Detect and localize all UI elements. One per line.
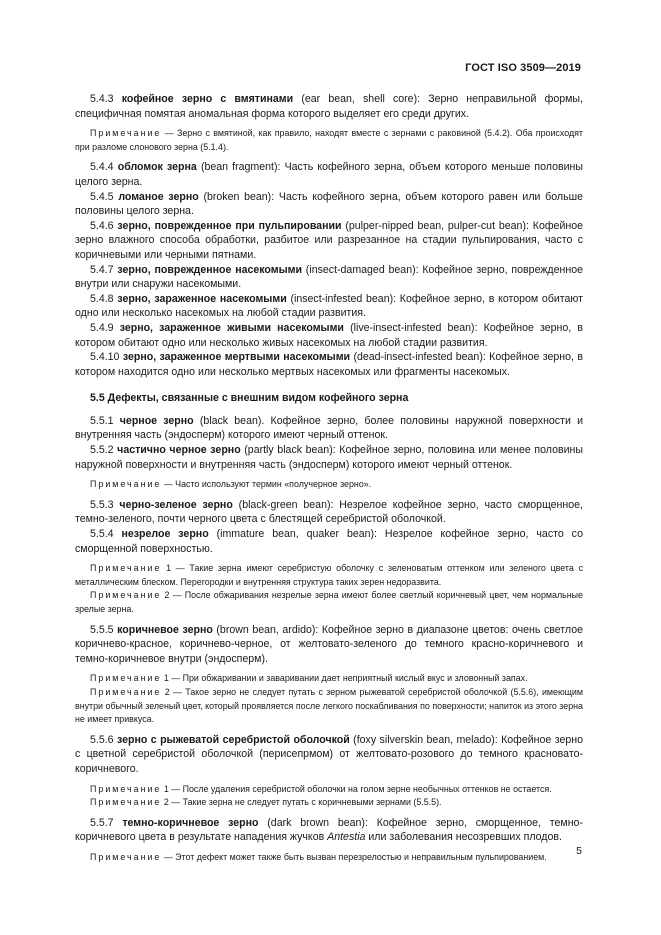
term-definition <box>75 350 583 379</box>
document-header: ГОСТ ISO 3509—2019 <box>465 62 581 74</box>
definition-text: (bean fragment): Часть кофейного зерна, объем которого меньше половины целого зерна. <box>75 161 584 188</box>
clause-number: 5.5.2 <box>90 444 114 457</box>
note-label: Примечание <box>90 686 162 697</box>
clause-number: 5.4.8 <box>90 292 114 305</box>
note-number: 2 <box>161 590 170 601</box>
clause-number: 5.5.7 <box>90 816 114 829</box>
clause-number: 5.4.9 <box>90 321 114 334</box>
term-name: зерно, зараженное живыми насекомыми <box>119 321 344 334</box>
note-label: Примечание <box>90 783 162 794</box>
note-text: — Такое зерно не следует путать с зерном рыжеватой серебристой оболочкой (5.5.6), имеющим внутри обычный зеленый цвет, который проявляется после легкого поскабливания по поверхности; напиток из этого зерна не имеет привкуса. <box>75 686 583 725</box>
term-name: черно-зеленое зерно <box>119 498 233 511</box>
clause-number: 5.4.4 <box>90 161 114 174</box>
section-heading: 5.5 Дефекты, связанные с внешним видом кофейного зерна <box>90 392 409 405</box>
definition-text: (black bean). Кофейное зерно, более половины наружной поверхности и внутренняя часть (эндосперм) которого имеют черный оттенок. <box>75 414 583 442</box>
term-definition <box>75 733 583 777</box>
definition-text: (ear bean, shell core): Зерно неправильной формы, специфичная помятая аномальная форма которого выделяет его среди других. <box>75 93 583 120</box>
clause-number: 5.4.5 <box>90 190 114 203</box>
note-number: 2 <box>161 686 170 697</box>
definition-text: (black-green bean): Незрелое кофейное зерно, часто сморщенное, темно-зеленого, почти черного цвета с блестящей серебристой оболочкой. <box>75 498 583 526</box>
term-name: зерно, зараженное насекомыми <box>117 292 287 305</box>
term-name: темно-коричневое зерно <box>122 816 259 829</box>
note-label: Примечание <box>90 128 162 139</box>
term-definition <box>75 219 583 263</box>
definition-text: (brown bean, ardido): Кофейное зерно в диапазоне цветов: очень светлое коричнево-красное, коричнево-черное, от желтовато-зеленого до темного красно-коричневого и темно-коричневое внутри (эндосперм). <box>75 623 583 665</box>
definition-italic: Antestia <box>327 831 366 844</box>
definition-text: (broken bean): Часть кофейного зерна, объем которого равен или больше половины целого зерна. <box>75 190 583 218</box>
note-label: Примечание <box>90 563 162 574</box>
page-number: 5 <box>576 845 582 857</box>
term-definition <box>75 160 583 189</box>
note-text: — После удаления серебристой оболочки на голом зерне необычных оттенков не остается. <box>168 783 552 794</box>
term-name: коричневое зерно <box>117 623 213 636</box>
term-definition <box>75 527 583 556</box>
clause-number: 5.4.7 <box>90 263 114 276</box>
clause-number: 5.5.1 <box>90 414 114 427</box>
term-name: обломок зерна <box>117 161 197 174</box>
definition-text: (pulper-nipped bean, pulper-cut bean): Кофейное зерно влажного способа обработки, разбитое или разрезанное на стадии пульпирования, часто с коричневыми или черными пятнами. <box>75 219 583 261</box>
note-label: Примечание <box>90 673 162 684</box>
definition-text: (insect-damaged bean): Кофейное зерно, поврежденное внутри или снаружи насекомыми. <box>75 263 583 291</box>
term-name: незрелое зерно <box>121 528 209 541</box>
term-definition <box>75 498 583 527</box>
definition-text: (foxy silverskin bean, melado): Кофейное зерно с цветной серебристой оболочкой (перисепрмом) от желтовато-розового до темного красновато-коричневого. <box>75 733 584 775</box>
term-name: кофейное зерно с вмятинами <box>121 93 294 105</box>
note-paragraph <box>75 851 583 865</box>
note-label: Примечание <box>90 797 162 808</box>
term-definition <box>75 816 583 845</box>
note-paragraph <box>75 589 583 616</box>
note-text: — Часто используют термин «получерное зерно». <box>161 479 372 490</box>
note-text: — После обжаривания незрелые зерна имеют более светлый коричневый цвет, чем нормальные зрелые зерна. <box>75 590 583 614</box>
definition-text: (live-insect-infested bean): Кофейное зерно, в котором обитают одно или несколько живых насекомых на любой стадии развития. <box>75 321 583 349</box>
term-name: зерно, поврежденное насекомыми <box>117 263 302 276</box>
note-number: 1 <box>161 673 169 684</box>
term-definition <box>75 292 583 321</box>
clause-number: 5.5.5 <box>90 623 114 636</box>
note-paragraph <box>75 127 583 154</box>
definition-text: (dark brown bean): Кофейное зерно, сморщенное, темно-коричневого цвета в результате нападения жучков <box>75 816 583 844</box>
note-number: 2 <box>161 797 169 808</box>
term-name: ломаное зерно <box>118 190 199 203</box>
note-number: 1 <box>161 563 172 574</box>
note-paragraph <box>75 672 583 686</box>
document-body <box>75 92 583 865</box>
term-definition <box>75 443 583 472</box>
note-label: Примечание <box>90 851 162 862</box>
clause-number: 5.4.6 <box>90 219 114 232</box>
term-definition <box>75 414 583 443</box>
note-text: — При обжаривании и заваривании дает неприятный кислый вкус и зловонный запах. <box>168 673 528 684</box>
note-paragraph <box>75 478 583 492</box>
term-definition <box>75 263 583 292</box>
clause-number: 5.5.3 <box>90 498 114 511</box>
clause-number: 5.4.10 <box>90 351 120 364</box>
definition-text: (partly black bean): Кофейное зерно, половина или менее половины наружной поверхности и внутренняя часть (эндосперм) которого имеют черный оттенок. <box>75 444 583 471</box>
term-name: частично черное зерно <box>117 444 241 457</box>
note-paragraph <box>75 783 583 797</box>
definition-text: или заболевания несозревших плодов. <box>365 831 562 844</box>
note-text: — Зерно с вмятиной, как правило, находят вместе с зернами с раковиной (5.4.2). Оба происходят при разломе слонового зерна (5.1.4). <box>75 128 583 152</box>
clause-number: 5.4.3 <box>90 93 114 105</box>
definition-text: (dead-insect-infested bean): Кофейное зерно, в котором находится одно или несколько мертвых насекомых или фрагменты насекомых. <box>75 351 583 378</box>
note-paragraph <box>75 686 583 727</box>
term-name: зерно с рыжеватой серебристой оболочкой <box>116 733 350 746</box>
note-label: Примечание <box>90 590 162 601</box>
note-number: 1 <box>161 783 169 794</box>
term-name: черное зерно <box>119 414 194 427</box>
definition-text: (immature bean, quaker bean): Незрелое кофейное зерно, часто со сморщенной поверхностью. <box>75 528 583 555</box>
clause-number: 5.5.6 <box>90 733 114 746</box>
note-paragraph <box>75 562 583 589</box>
clause-number: 5.5.4 <box>90 528 114 541</box>
term-name: зерно, зараженное мертвыми насекомыми <box>122 351 351 364</box>
note-paragraph <box>75 796 583 810</box>
note-text: — Этот дефект может также быть вызван перезрелостью и неправильным пульпированием. <box>161 851 547 862</box>
note-text: — Такие зерна имеют серебристую оболочку с зеленоватым оттенком или зеленого цвета с металлическим блеском. Перегородки и внутренняя структура таких зерен недоразвита. <box>75 563 584 587</box>
term-definition <box>75 190 583 219</box>
term-definition <box>75 321 583 350</box>
term-definition <box>75 92 583 121</box>
note-text: — Такие зерна не следует путать с коричневыми зернами (5.5.5). <box>168 797 442 808</box>
term-name: зерно, поврежденное при пульпировании <box>117 219 342 232</box>
note-label: Примечание <box>90 479 162 490</box>
definition-text: (insect-infested bean): Кофейное зерно, в котором обитают одно или несколько насекомых на любой стадии развития. <box>75 292 583 320</box>
term-definition <box>75 623 583 667</box>
